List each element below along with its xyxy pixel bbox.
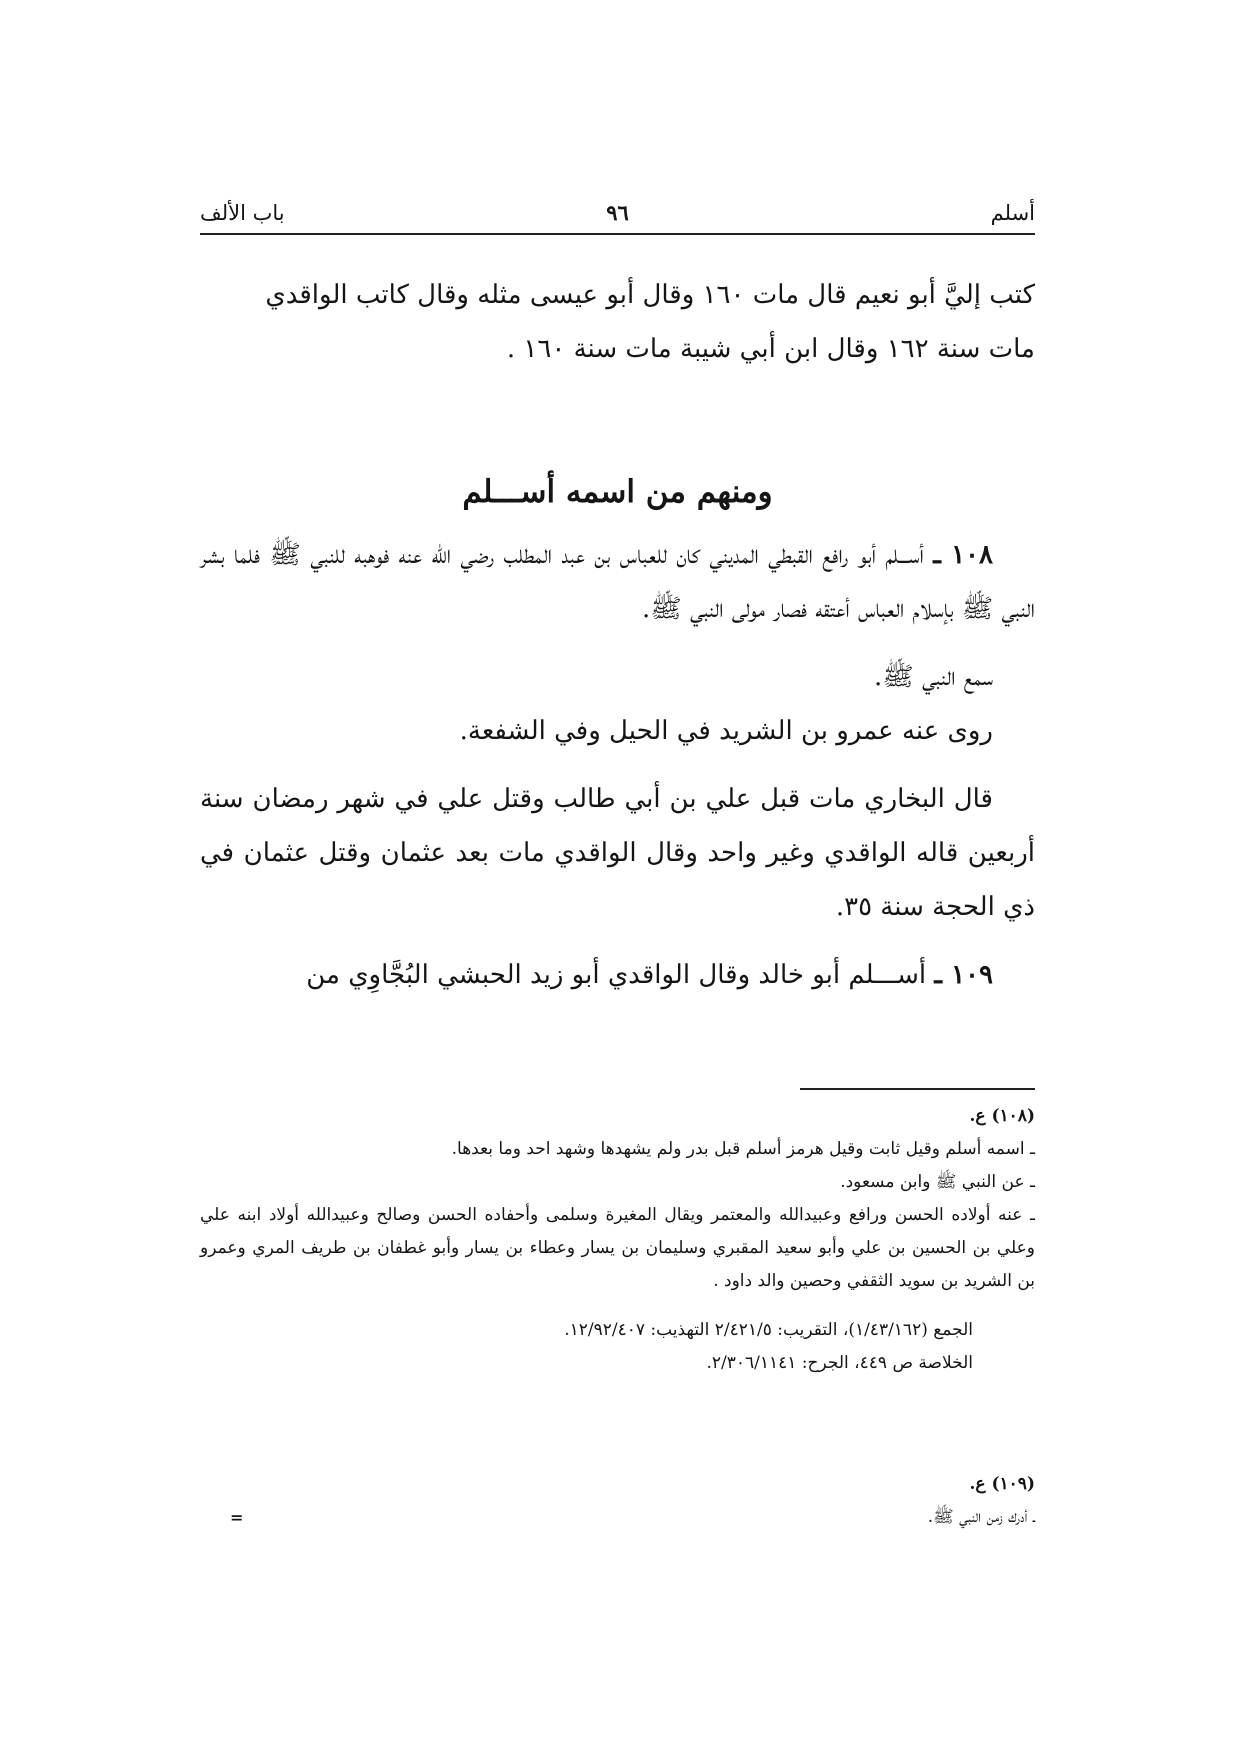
footnote-reference: الخلاصة ص ٤٤٩، الجرح: ٢/٣٠٦/١١٤١. [706, 1353, 973, 1373]
margin-mark: = [230, 1508, 244, 1527]
header-entry-name: أسلم [990, 201, 1035, 225]
continuation-line: مات سنة ١٦٢ وقال ابن أبي شيبة مات سنة ١٦٠ . [506, 334, 1035, 364]
entry-text: أســـلم أبو رافع القبطي المديني كان للعباس بن عبد المطلب رضي الله عنه فوهبه للنبي ﷺ فلما بشر النبي ﷺ بإسلام العباس أعتقه فصار مولى النبي ﷺ. [200, 540, 1035, 624]
footnote-reference: الجمع (١/٤٣/١٦٢)، التقريب: ٢/٤٢١/٥ التهذيب: ١٢/٩٢/٤٠٧. [564, 1320, 973, 1340]
entry-108 [200, 528, 1035, 1002]
entry-108-paragraph [200, 528, 1035, 636]
continuation-paragraph [200, 268, 1035, 376]
footnote-line: ـ اسمه أسلم وقيل ثابت وقيل هرمز أسلم قبل بدر ولم يشهدها وشهد احد وما بعدها. [451, 1139, 1035, 1159]
page-number: ٩٦ [606, 200, 629, 225]
footnote-109 [200, 1468, 1035, 1534]
entry-108-heard: سمع النبي ﷺ. [874, 662, 993, 692]
book-page [200, 0, 1035, 1754]
entry-number: ١٠٩ ـ [934, 960, 993, 990]
footnote-line: ـ عن النبي ﷺ وابن مسعود. [840, 1172, 1035, 1192]
entry-number: ١٠٨ ـ [933, 540, 993, 570]
entry-text: أســـلم أبو خالد وقال الواقدي أبو زيد الحبشي البُجَّاوِي من [306, 960, 927, 990]
header-chapter-title: باب الألف [200, 201, 285, 225]
entry-109-paragraph [200, 948, 1035, 1002]
footnote-heading: (١٠٩) ع. [969, 1474, 1035, 1494]
header-rule [200, 233, 1035, 235]
continuation-line: كتب إليَّ أبو نعيم قال مات ١٦٠ وقال أبو عيسى مثله وقال كاتب الواقدي [265, 280, 1035, 310]
running-header [200, 196, 1035, 230]
entry-108-narrated: روى عنه عمرو بن الشريد في الحيل وفي الشفعة. [459, 716, 993, 746]
footnote-line: ـ أدرك زمن النبي ﷺ. [927, 1507, 1035, 1527]
footnote-line: ـ عنه أولاده الحسن ورافع وعبيدالله والمعتمر ويقال المغيرة وسلمى وأحفاده الحسن وصالح وعبيدالله أولاد ابنه علي وعلي بن الحسين بن علي وأبو سعيد المقبري وسليمان بن يسار وعطاء بن يسار وأبو غطفان بن طريف المري وعمرو بن الشريد بن سويد الثقفي وحصين والد داود . [200, 1205, 1035, 1291]
entry-108-bukhari: قال البخاري مات قبل علي بن أبي طالب وقتل علي في شهر رمضان سنة أربعين قاله الواقدي وغير واحد وقال الواقدي مات بعد عثمان وقتل عثمان في ذي الحجة سنة ٣٥. [200, 784, 1035, 922]
footnote-separator [800, 1088, 1035, 1090]
footnote-108 [200, 1100, 1035, 1380]
section-title: ومنهم من اسمه أســـلم [462, 474, 773, 510]
footnote-heading: (١٠٨) ع. [969, 1106, 1035, 1126]
